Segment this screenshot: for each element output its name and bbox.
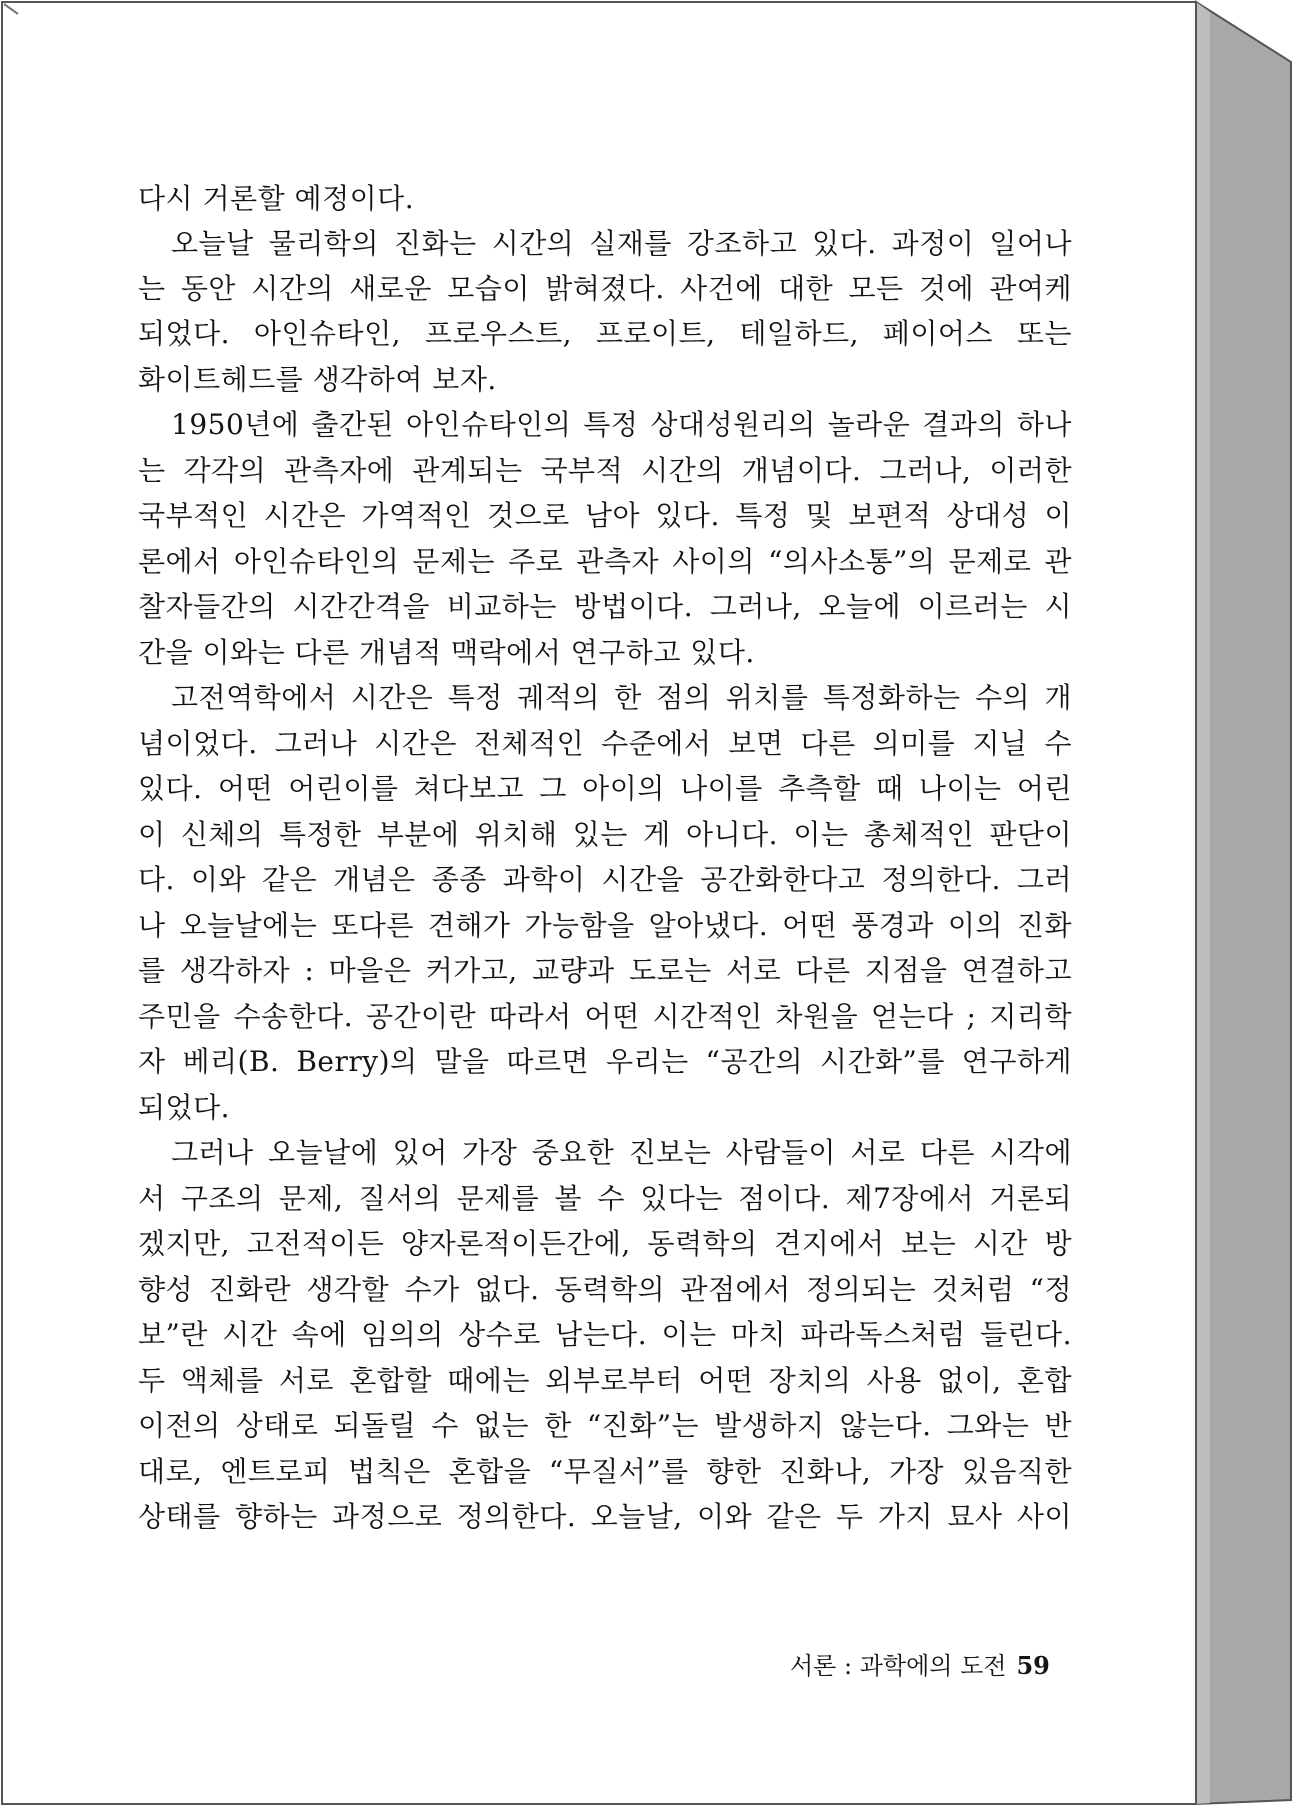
text-line: 념이었다. 그러나 시간은 전체적인 수준에서 보면 다른 의미를 지닐 수 [138, 727, 1072, 760]
text-line: 되었다. 아인슈타인, 프로우스트, 프로이트, 테일하드, 페이어스 또는 [138, 317, 1072, 350]
text-line: 간을 이와는 다른 개념적 맥락에서 연구하고 있다. [138, 636, 755, 669]
text-line: 대로, 엔트로피 법칙은 혼합을 “무질서”를 향한 진화나, 가장 있음직한 [138, 1455, 1072, 1488]
page-footer [790, 1644, 1050, 1688]
text-line: 를 생각하자 : 마을은 커가고, 교량과 도로는 서로 다른 지점을 연결하고 [138, 954, 1072, 987]
page-body [138, 168, 1072, 1698]
text-line: 서 구조의 문제, 질서의 문제를 볼 수 있다는 점이다. 제7장에서 거론되 [138, 1182, 1072, 1215]
text-line: 상태를 향하는 과정으로 정의한다. 오늘날, 이와 같은 두 가지 묘사 사이 [138, 1500, 1072, 1533]
text-line: 보”란 시간 속에 임의의 상수로 남는다. 이는 마치 파라독스처럼 들린다. [138, 1318, 1072, 1351]
text-line: 론에서 아인슈타인의 문제는 주로 관측자 사이의 “의사소통”의 문제로 관 [138, 545, 1072, 578]
text-line: 는 동안 시간의 새로운 모습이 밝혀졌다. 사건에 대한 모든 것에 관여케 [138, 272, 1072, 305]
text-line: 이전의 상태로 되돌릴 수 없는 한 “진화”는 발생하지 않는다. 그와는 반 [138, 1409, 1072, 1442]
text-line: 자 베리(B. Berry)의 말을 따르면 우리는 “공간의 시간화”를 연구하게 [138, 1045, 1072, 1078]
text-line: 다시 거론할 예정이다. [138, 182, 415, 215]
text-line: 1950년에 출간된 아인슈타인의 특정 상대성원리의 놀라운 결과의 하나 [171, 408, 1072, 441]
text-line: 겠지만, 고전적이든 양자론적이든간에, 동력학의 견지에서 보는 시간 방 [138, 1227, 1072, 1260]
text-line: 있다. 어떤 어린이를 쳐다보고 그 아이의 나이를 추측할 때 나이는 어린 [138, 772, 1072, 805]
text-line: 나 오늘날에는 또다른 견해가 가능함을 알아냈다. 어떤 풍경과 이의 진화 [138, 909, 1072, 942]
text-line: 국부적인 시간은 가역적인 것으로 남아 있다. 특정 및 보편적 상대성 이 [138, 499, 1072, 532]
text-line: 화이트헤드를 생각하여 보자. [138, 363, 497, 396]
text-line: 두 액체를 서로 혼합할 때에는 외부로부터 어떤 장치의 사용 없이, 혼합 [138, 1364, 1072, 1397]
text-line: 찰자들간의 시간간격을 비교하는 방법이다. 그러나, 오늘에 이르러는 시 [138, 590, 1072, 623]
text-line: 다. 이와 같은 개념은 종종 과학이 시간을 공간화한다고 정의한다. 그러 [138, 863, 1072, 896]
text-line: 고전역학에서 시간은 특정 궤적의 한 점의 위치를 특정화하는 수의 개 [171, 681, 1072, 714]
running-title: 서론 : 과학에의 도전 [790, 1652, 1007, 1680]
text-line: 되었다. [138, 1091, 231, 1124]
text-line: 이 신체의 특정한 부분에 위치해 있는 게 아니다. 이는 총체적인 판단이 [138, 818, 1072, 851]
text-line: 향성 진화란 생각할 수가 없다. 동력학의 관점에서 정의되는 것처럼 “정 [138, 1273, 1072, 1306]
text-line: 그러나 오늘날에 있어 가장 중요한 진보는 사람들이 서로 다른 시각에 [171, 1136, 1072, 1169]
text-line: 주민을 수송한다. 공간이란 따라서 어떤 시간적인 차원을 얻는다 ; 지리학 [138, 1000, 1072, 1033]
text-line: 는 각각의 관측자에 관계되는 국부적 시간의 개념이다. 그러나, 이러한 [138, 454, 1072, 487]
text-line: 오늘날 물리학의 진화는 시간의 실재를 강조하고 있다. 과정이 일어나 [171, 227, 1072, 260]
page-number: 59 [1016, 1651, 1050, 1680]
